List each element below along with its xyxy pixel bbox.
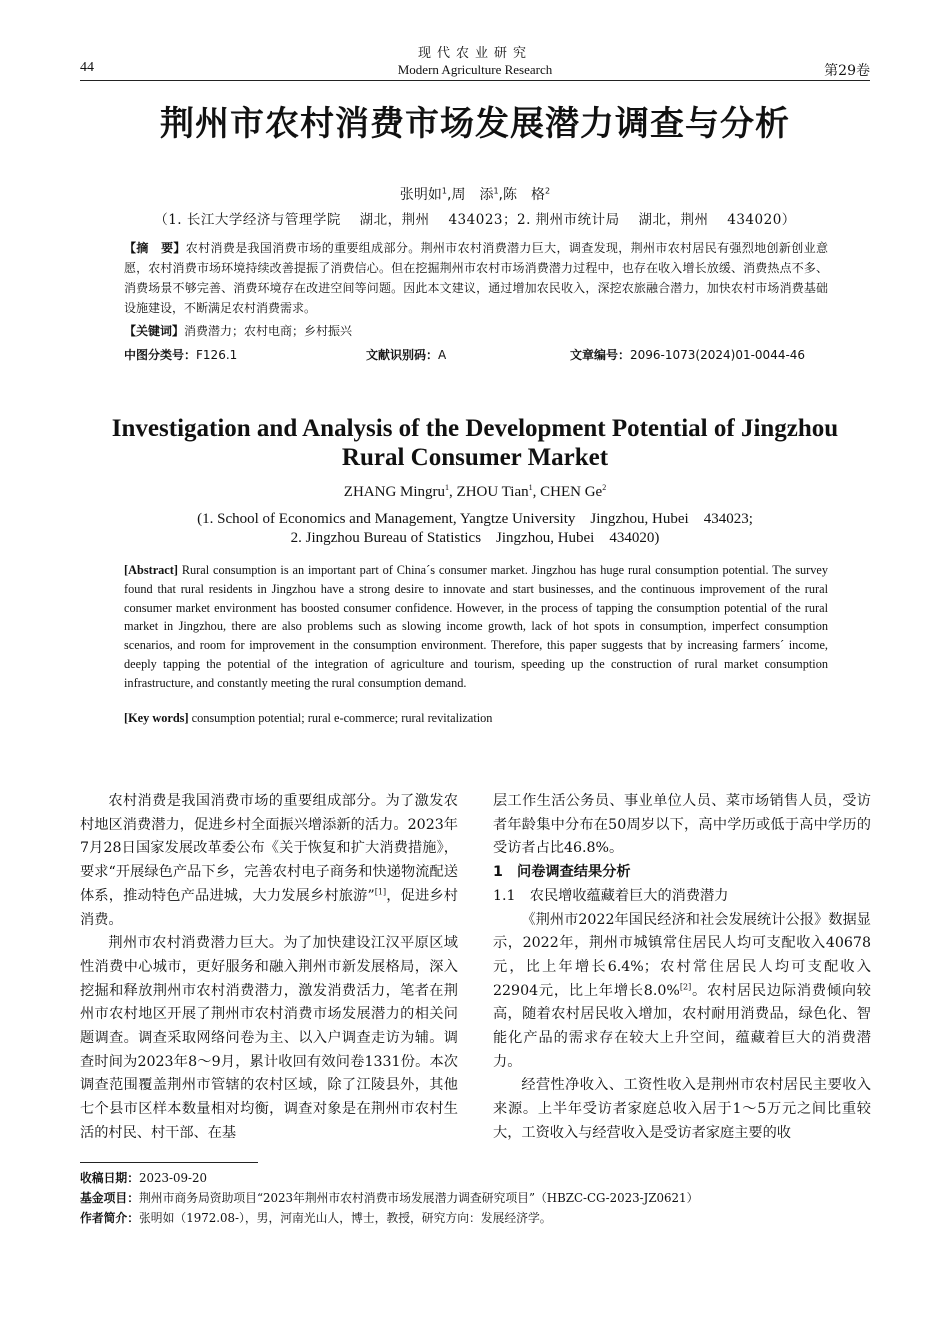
abstract-cn-label: 【摘 要】	[124, 241, 186, 255]
footnote-label: 收稿日期：	[80, 1171, 139, 1185]
section-heading: 1 问卷调查结果分析	[493, 864, 631, 881]
footnote-fund	[80, 1190, 880, 1206]
footnote-label: 作者简介：	[80, 1211, 139, 1225]
body-text: 农村消费是我国消费市场的重要组成部分。为了激发农村地区消费潜力，促进乡村全面振兴增添新的活力。2023年7月28日国家发展改革委公布《关于恢复和扩大消费措施》，要求“开展绿色产品下乡，完善农村电子商务和快递物流配送体系，推动特色产品进城，大力发展乡村旅游”	[80, 793, 458, 904]
volume-label: 第29卷	[824, 63, 870, 79]
author-separator: ,	[498, 187, 503, 203]
author-3-affil: 2	[545, 186, 551, 196]
keywords-en	[124, 711, 828, 726]
body-text: 。农村居民边际消费倾向较高，随着农村居民收入增加，农村耐用消费品，绿色化、智能化产品的需求存在较大上升空间，蕴藏着巨大的消费潜力。	[493, 982, 871, 1070]
authors-cn	[0, 184, 950, 204]
abstract-en-label: [Abstract]	[124, 563, 178, 577]
author-en-1: ZHANG Mingru	[343, 484, 446, 500]
author-2-affil: 1	[493, 186, 499, 196]
affiliation-en	[0, 510, 950, 548]
document-code-value: A	[438, 348, 447, 362]
affiliation-en-line-1: (1. School of Economics and Management, Yangtze University Jingzhou, Hubei 434023;	[197, 511, 753, 527]
author-1: 张明如	[399, 187, 442, 203]
author-en-2: ZHOU Tian	[456, 484, 529, 500]
document-code	[366, 346, 446, 363]
footnote-label: 基金项目：	[80, 1191, 139, 1205]
article-number-label: 文章编号：	[570, 348, 631, 362]
footnote-text: 张明如（1972.08-），男，河南光山人，博士，教授，研究方向：发展经济学。	[139, 1211, 552, 1225]
author-separator: ,	[447, 187, 452, 203]
journal-name-cn: 现代农业研究	[417, 46, 532, 61]
body-paragraph: 层工作生活公务员、事业单位人员、菜市场销售人员，受访者年龄集中分布在50周岁以下，高中学历或低于高中学历的受访者占比46.8%。	[493, 793, 871, 857]
author-1-affil: 1	[441, 186, 447, 196]
article-number	[570, 346, 805, 363]
citation: [2]	[679, 981, 692, 991]
article-number-value: 2096-1073(2024)01-0044-46	[630, 348, 806, 362]
citation: [1]	[374, 887, 387, 897]
keywords-en-label: [Key words]	[124, 711, 189, 725]
footnote-author	[80, 1210, 880, 1226]
footnote-received	[80, 1170, 880, 1186]
keywords-en-text: consumption potential; rural e-commerce; rural revitalization	[191, 711, 493, 725]
abstract-en	[124, 561, 828, 693]
journal-name-en: Modern Agriculture Research	[397, 62, 553, 77]
author-en-2-affil: 1	[528, 483, 533, 492]
keywords-cn	[124, 322, 828, 340]
body-column-left	[80, 790, 458, 1146]
abstract-en-text: Rural consumption is an important part of China´s consumer market. Jingzhou has huge rural consumption potential. The survey found that rural residents in Jingzhou have a strong desire to innovate and start businesses, and the continuous improvement of the rural consumer market environment has boosted consumer confidence. However, in the process of tapping the consumption potential of the rural market in Jingzhou, there are also problems such as slowing income growth, lack of hot spots in consumption, imperfect consumption scenarios, and room for improvement in the consumption environment. Therefore, this paper suggests that by increasing farmers´ income, deeply tapping the potential of the integration of agriculture and tourism, speeding up the construction of rural market consumption infrastructure, and constantly meeting the rural consumption demand.	[124, 563, 828, 690]
title-cn: 荆州市农村消费市场发展潜力调查与分析	[160, 104, 790, 144]
footnote-text: 2023-09-20	[139, 1171, 208, 1185]
clc-value: F126.1	[196, 348, 238, 362]
keywords-cn-text: 消费潜力；农村电商；乡村振兴	[184, 324, 353, 338]
journal-header	[0, 46, 950, 77]
abstract-cn	[124, 238, 828, 318]
keywords-cn-label: 【关键词】	[124, 324, 185, 338]
affiliation-cn: （1. 长江大学经济与管理学院 湖北，荆州 434023；2. 荆州市统计局 湖北，荆州 434020）	[154, 212, 796, 228]
affiliation-en-line-2: 2. Jingzhou Bureau of Statistics Jingzhou, Hubei 434020)	[290, 530, 660, 546]
body-paragraph: 荆州市农村消费潜力巨大。为了加快建设江汉平原区域性消费中心城市，更好服务和融入荆州市新发展格局，深入挖掘和释放荆州市农村消费潜力，激发消费活力，笔者在荆州市农村地区开展了荆州市农村消费市场发展潜力的相关问题调查。调查采取网络问卷为主、以入户调查走访为辅。调查时间为2023年8～9月，累计收回有效问卷1331份。本次调查范围覆盖荆州市管辖的农村区域，除了江陵县外，其他七个县市区样本数量相对均衡，调查对象是在荆州市农村生活的村民、村干部、在基	[80, 935, 458, 1141]
author-en-3: CHEN Ge	[540, 484, 603, 500]
clc-number	[124, 346, 237, 363]
author-en-1-affil: 1	[445, 483, 450, 492]
subsection-heading: 1.1 农民增收蕴藏着巨大的消费潜力	[493, 887, 729, 904]
footnote-text: 荆州市商务局资助项目“2023年荆州市农村消费市场发展潜力调查研究项目”（HBZC-CG-2023-JZ0621）	[139, 1191, 699, 1205]
authors-en: ZHANG Mingru$^1$, ZHOU Tian$^1$, CHEN Ge$^2$	[343, 483, 607, 500]
document-code-label: 文献识别码：	[366, 348, 439, 362]
body-paragraph	[493, 909, 871, 1075]
author-en-3-affil: 2	[602, 483, 607, 492]
body-paragraph	[80, 790, 458, 932]
title-en: Investigation and Analysis of the Development Potential of Jingzhou Rural Consumer Market	[111, 415, 839, 471]
author-2: 周 添	[451, 187, 494, 203]
abstract-cn-text: 农村消费是我国消费市场的重要组成部分。荆州市农村消费潜力巨大，调查发现，荆州市农村居民有强烈地创新创业意愿，农村消费市场环境持续改善提振了消费信心。但在挖掘荆州市农村市场消费潜力过程中，也存在收入增长放缓、消费热点不多、消费场景不够完善、消费环境存在改进空间等问题。因此本文建议，通过增加农民收入，深挖农旅融合潜力，加快农村市场消费基础设施建设，不断满足农村消费需求。	[124, 241, 828, 315]
clc-label: 中图分类号：	[124, 348, 197, 362]
page-number: 44	[80, 60, 94, 75]
author-3: 陈 格	[503, 187, 545, 203]
header-divider	[80, 80, 870, 81]
body-column-right	[493, 790, 871, 1146]
footnote-divider	[80, 1162, 258, 1163]
body-paragraph: 经营性净收入、工资性收入是荆州市农村居民主要收入来源。上半年受访者家庭总收入居于1～5万元之间比重较大，工资收入与经营收入是受访者家庭主要的收	[493, 1077, 871, 1141]
body-text: ，促进乡村消费。	[80, 887, 458, 928]
body-text: 《荆州市2022年国民经济和社会发展统计公报》数据显示，2022年，荆州市城镇常住居民人均可支配收入40678元，比上年增长6.4%；农村常住居民人均可支配收入22904元，比上年增长8.0%	[493, 911, 871, 999]
